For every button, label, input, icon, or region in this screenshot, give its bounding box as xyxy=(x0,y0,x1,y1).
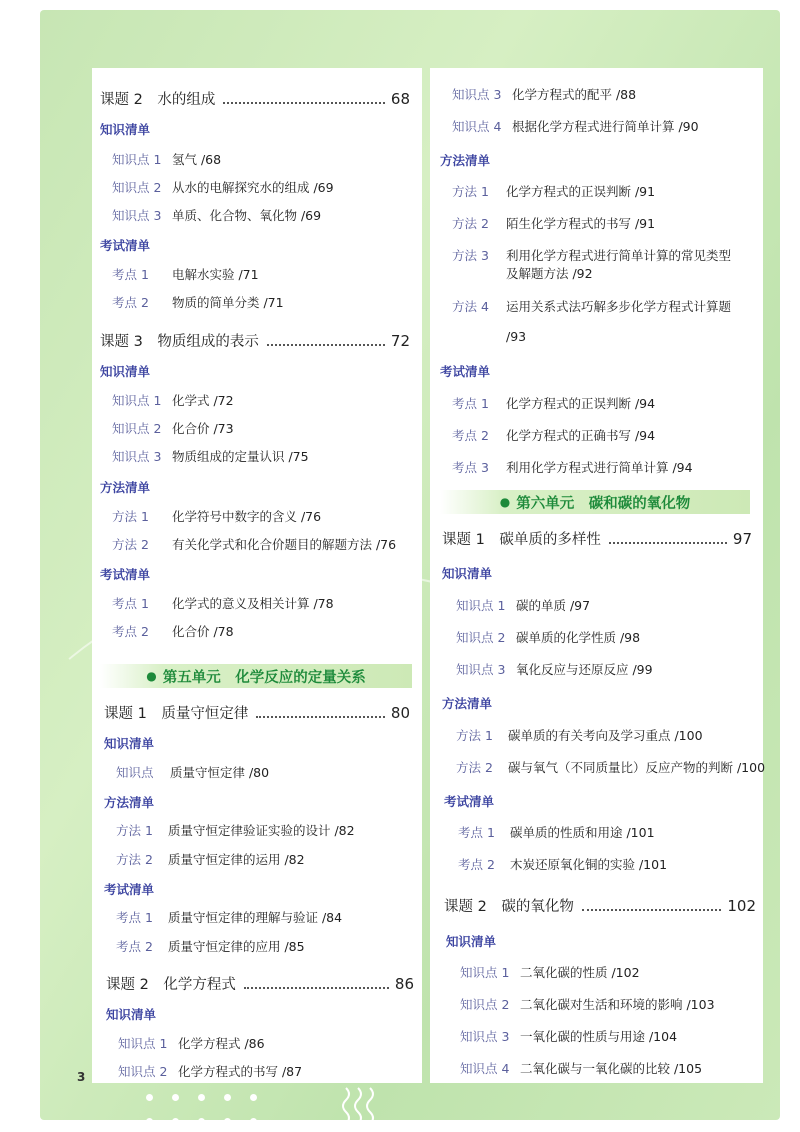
toc-item[interactable]: 知识点 1 氢气 /68 xyxy=(112,152,222,167)
toc-item[interactable]: 知识点 3 物质组成的定量认识 /75 xyxy=(112,449,309,464)
unit-5-banner[interactable] xyxy=(100,664,412,688)
decorative-dot xyxy=(250,1118,257,1125)
toc-item[interactable]: 考点 2 化学方程式的正确书写 /94 xyxy=(452,428,656,443)
toc-item[interactable]: 考点 1 化学式的意义及相关计算 /78 xyxy=(112,596,334,611)
toc-item[interactable]: 方法 2 陌生化学方程式的书写 /91 xyxy=(452,216,656,231)
dot-leader xyxy=(223,101,385,104)
lesson-title: 课题 2 碳的氧化物 xyxy=(444,899,574,915)
knowledge-list-heading: 知识清单 xyxy=(100,122,151,137)
dot-leader xyxy=(256,715,385,718)
toc-item[interactable]: 考点 1 化学方程式的正误判断 /94 xyxy=(452,396,656,411)
toc-item-continuation: /93 xyxy=(506,329,527,344)
toc-item[interactable]: 考点 3 利用化学方程式进行简单计算 /94 xyxy=(452,460,693,475)
toc-item[interactable]: 知识点 2 从水的电解探究水的组成 /69 xyxy=(112,180,334,195)
toc-item[interactable]: 知识点 3 氧化反应与还原反应 /99 xyxy=(456,662,653,677)
knowledge-list-heading: 知识清单 xyxy=(446,934,497,949)
decorative-dot xyxy=(250,1094,257,1101)
lesson-page: 72 xyxy=(390,332,410,350)
toc-lesson-chemical-equation[interactable] xyxy=(106,973,414,994)
toc-item[interactable]: 方法 3 利用化学方程式进行简单计算的常见类型 xyxy=(452,248,732,263)
toc-item[interactable]: 方法 1 碳单质的有关考向及学习重点 /100 xyxy=(456,728,703,743)
lesson-title: 课题 3 物质组成的表示 xyxy=(100,334,259,350)
wave-decoration-icon xyxy=(340,1086,390,1126)
toc-item[interactable]: 知识点 1 化学方程式 /86 xyxy=(118,1036,265,1051)
decorative-dot xyxy=(224,1094,231,1101)
toc-lesson-composition-representation[interactable] xyxy=(100,330,410,351)
lesson-page: 86 xyxy=(394,975,414,993)
decorative-dot xyxy=(172,1118,179,1125)
toc-item[interactable]: 考点 1 电解水实验 /71 xyxy=(112,267,259,282)
bullet-icon: ● xyxy=(146,669,157,683)
lesson-title: 课题 1 质量守恒定律 xyxy=(104,706,249,722)
toc-item[interactable]: 方法 2 有关化学式和化合价题目的解题方法 /76 xyxy=(112,537,397,552)
toc-item-continuation: 及解题方法 /92 xyxy=(506,266,593,281)
toc-item[interactable]: 方法 4 运用关系式法巧解多步化学方程式计算题 xyxy=(452,299,732,314)
toc-item[interactable]: 知识点 4 根据化学方程式进行简单计算 /90 xyxy=(452,119,699,134)
knowledge-list-heading: 知识清单 xyxy=(106,1007,157,1022)
toc-item[interactable]: 知识点 2 化合价 /73 xyxy=(112,421,234,436)
toc-lesson-mass-conservation[interactable] xyxy=(104,702,410,723)
toc-item[interactable]: 知识点 4 二氧化碳与一氧化碳的比较 /105 xyxy=(460,1061,703,1076)
toc-item[interactable]: 考点 1 质量守恒定律的理解与验证 /84 xyxy=(116,910,343,925)
exam-list-heading: 考试清单 xyxy=(444,794,495,809)
lesson-page: 68 xyxy=(390,90,410,108)
toc-item[interactable]: 知识点 1 碳的单质 /97 xyxy=(456,598,591,613)
unit-title: 第五单元 化学反应的定量关系 xyxy=(162,669,366,686)
toc-item[interactable]: 考点 2 物质的简单分类 /71 xyxy=(112,295,284,310)
method-list-heading: 方法清单 xyxy=(440,153,491,168)
dot-leader xyxy=(582,908,722,911)
unit-title: 第六单元 碳和碳的氧化物 xyxy=(516,495,691,512)
toc-item[interactable]: 方法 2 质量守恒定律的运用 /82 xyxy=(116,852,305,867)
method-list-heading: 方法清单 xyxy=(442,696,493,711)
decorative-dot xyxy=(172,1094,179,1101)
dot-leader xyxy=(609,541,727,544)
toc-item[interactable]: 知识点 1 化学式 /72 xyxy=(112,393,234,408)
exam-list-heading: 考试清单 xyxy=(104,882,155,897)
toc-lesson-carbon-allotropes[interactable] xyxy=(442,528,752,549)
lesson-title: 课题 2 水的组成 xyxy=(100,92,216,108)
method-list-heading: 方法清单 xyxy=(100,480,151,495)
toc-item[interactable]: 知识点 2 碳单质的化学性质 /98 xyxy=(456,630,641,645)
toc-item[interactable]: 考点 2 木炭还原氧化铜的实验 /101 xyxy=(458,857,668,872)
toc-item[interactable]: 知识点 2 二氧化碳对生活和环境的影响 /103 xyxy=(460,997,715,1012)
exam-list-heading: 考试清单 xyxy=(100,238,151,253)
unit-6-banner[interactable] xyxy=(440,490,750,514)
toc-item[interactable]: 考点 2 化合价 /78 xyxy=(112,624,234,639)
bullet-icon: ● xyxy=(499,495,511,509)
knowledge-list-heading: 知识清单 xyxy=(442,566,493,581)
toc-item[interactable]: 考点 2 质量守恒定律的应用 /85 xyxy=(116,939,305,954)
page-number: 3 xyxy=(77,1070,86,1084)
lesson-title: 课题 2 化学方程式 xyxy=(106,977,236,993)
knowledge-list-heading: 知识清单 xyxy=(100,364,151,379)
toc-item[interactable]: 知识点 质量守恒定律 /80 xyxy=(116,765,270,780)
toc-item[interactable]: 知识点 1 二氧化碳的性质 /102 xyxy=(460,965,640,980)
dot-leader xyxy=(244,986,389,989)
decorative-dot xyxy=(146,1118,153,1125)
toc-item[interactable]: 知识点 3 单质、化合物、氧化物 /69 xyxy=(112,208,322,223)
toc-item[interactable]: 知识点 3 化学方程式的配平 /88 xyxy=(452,87,637,102)
toc-item[interactable]: 知识点 2 化学方程式的书写 /87 xyxy=(118,1064,303,1079)
lesson-page: 102 xyxy=(727,897,756,915)
toc-lesson-water-composition[interactable] xyxy=(100,88,410,109)
toc-item[interactable]: 方法 1 质量守恒定律验证实验的设计 /82 xyxy=(116,823,355,838)
lesson-title: 课题 1 碳单质的多样性 xyxy=(442,532,601,548)
toc-item[interactable]: 方法 2 碳与氧气（不同质量比）反应产物的判断 /100 xyxy=(456,760,766,775)
decorative-dot xyxy=(198,1118,205,1125)
dot-leader xyxy=(267,343,385,346)
toc-lesson-carbon-oxides[interactable] xyxy=(444,895,756,916)
toc-item[interactable]: 考点 1 碳单质的性质和用途 /101 xyxy=(458,825,655,840)
toc-item[interactable]: 知识点 3 一氧化碳的性质与用途 /104 xyxy=(460,1029,678,1044)
decorative-dot xyxy=(198,1094,205,1101)
decorative-dot xyxy=(146,1094,153,1101)
toc-item[interactable]: 方法 1 化学符号中数字的含义 /76 xyxy=(112,509,322,524)
lesson-page: 97 xyxy=(732,530,752,548)
exam-list-heading: 考试清单 xyxy=(100,567,151,582)
toc-item[interactable]: 方法 1 化学方程式的正误判断 /91 xyxy=(452,184,656,199)
lesson-page: 80 xyxy=(390,704,410,722)
knowledge-list-heading: 知识清单 xyxy=(104,736,155,751)
method-list-heading: 方法清单 xyxy=(104,795,155,810)
exam-list-heading: 考试清单 xyxy=(440,364,491,379)
decorative-dot xyxy=(224,1118,231,1125)
